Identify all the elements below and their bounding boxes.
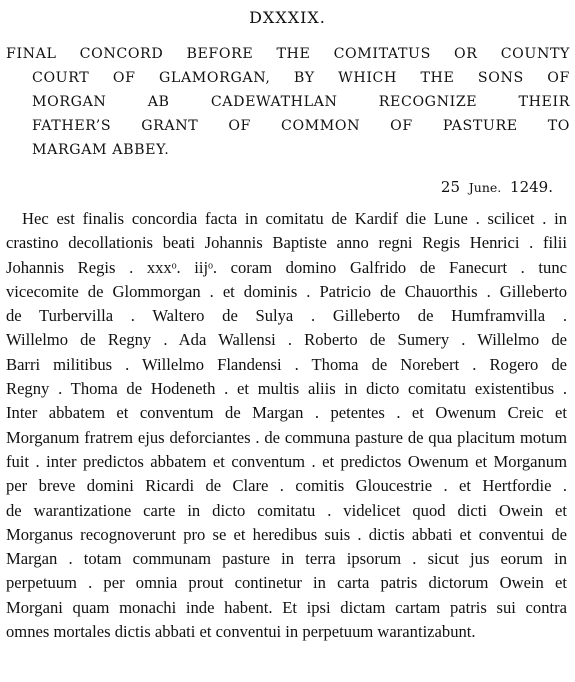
body-line: perpetuum . per omnia prout continetur in carta patris dictorum Owein et [6, 573, 567, 593]
title-line: FATHER’S GRANT OF COMMON OF PASTURE TO [32, 118, 570, 134]
body-line: Morganus recognoverunt pro se et heredibus suis . dictis abbati et conventui de [6, 524, 567, 544]
body-line: Morgani quam monachi inde habent. Et ipsi dictam cartam patris sui contra [6, 597, 567, 617]
body-line: Inter abbatem et conventum de Margan . petentes . et Owenum Creic et [6, 403, 567, 423]
title-line: MORGAN AB CADEWATHLAN RECOGNIZE THEIR [32, 94, 570, 110]
charter-number: DXXXIX. [249, 8, 326, 27]
body-line: per breve domini Ricardi de Clare . comitis Gloucestrie . et Hertfordie . [6, 476, 567, 496]
title-line: COURT OF GLAMORGAN, BY WHICH THE SONS OF [32, 70, 570, 86]
body-line: de warantizatione carte in dicto comitatu . videlicet quod dicti Owein et [6, 500, 567, 520]
body-line: crastino decollationis beati Johannis Baptiste anno regni Regis Henrici . filii [6, 233, 567, 253]
charter-date [441, 178, 553, 196]
charter-body [6, 207, 567, 644]
body-line: de Turbervilla . Waltero de Sulya . Gilleberto de Humframvilla . [6, 306, 567, 326]
title-line: FINAL CONCORD BEFORE THE COMITATUS OR COUNTY [6, 46, 570, 62]
body-line: omnes mortales dictis abbati et conventui in perpetuum warantizabunt. [6, 622, 476, 642]
date-year: 1249. [510, 178, 553, 196]
body-line: vicecomite de Glommorgan . et dominis . Patricio de Chauorthis . Gilleberto [6, 281, 567, 301]
title-line: MARGAM ABBEY. [32, 142, 170, 158]
body-line: Willelmo de Regny . Ada Wallensi . Roberto de Sumery . Willelmo de [6, 330, 567, 350]
charter-title [6, 42, 570, 162]
body-line: Regny . Thoma de Hodeneth . et multis aliis in dicto comitatu existentibus . [6, 379, 567, 399]
body-line: Margan . totam communam pasture in terra ipsorum . sicut jus eorum in [6, 549, 567, 569]
body-line: Hec est finalis concordia facta in comitatu de Kardif die Lune . scilicet . in [22, 209, 567, 228]
body-line: Johannis Regis . xxxᵒ. iijᵒ. coram domino Galfrido de Fanecurt . tunc [6, 257, 567, 277]
date-month: June. [468, 180, 502, 195]
body-line: Barri militibus . Willelmo Flandensi . Thoma de Norebert . Rogero de [6, 354, 567, 374]
date-day: 25 [440, 178, 460, 196]
body-line: Morganum fratrem ejus deforciantes . de communa pasture de qua placitum motum [6, 427, 567, 447]
body-line: fuit . inter predictos abbatem et conventum . et predictos Owenum et Morganum [6, 451, 567, 471]
